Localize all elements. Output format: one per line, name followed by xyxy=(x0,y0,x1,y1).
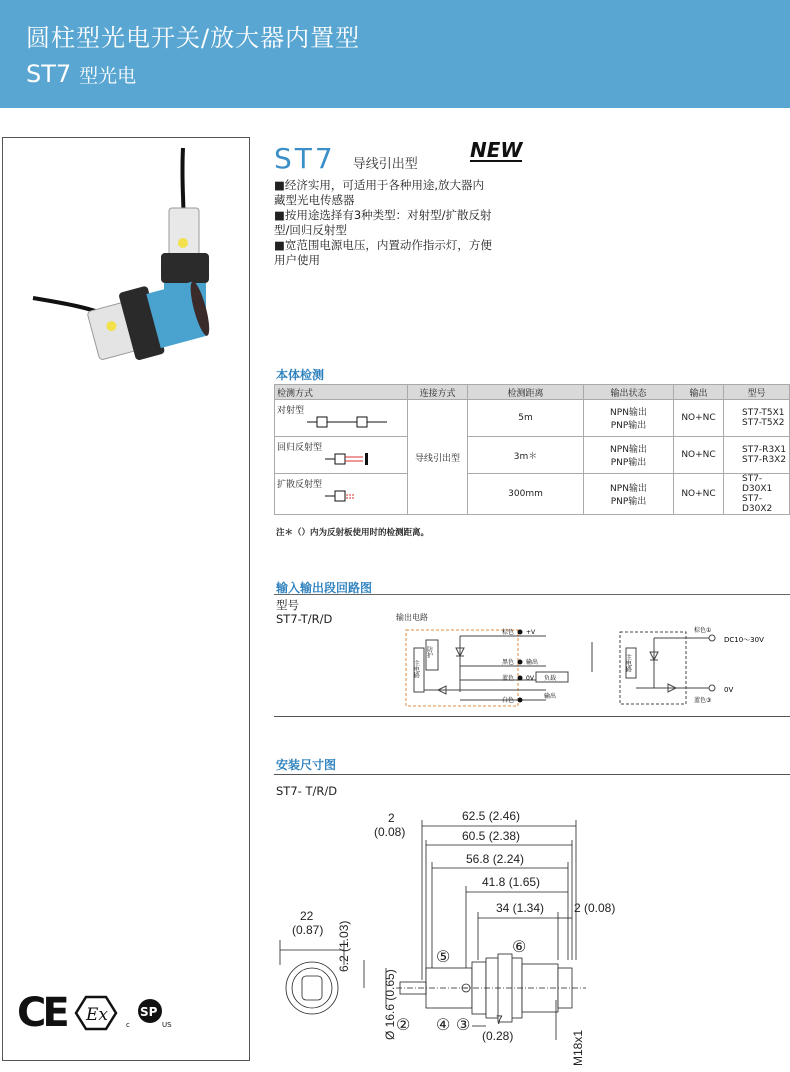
dim-label: 60.5 (2.38) xyxy=(462,829,521,843)
table-row xyxy=(275,437,790,474)
distance-cell: 300mm xyxy=(468,474,584,515)
dim-label: 2 xyxy=(388,811,395,825)
wire-label: 输出 xyxy=(526,659,539,666)
dim-label: 2 (0.08) xyxy=(574,901,616,915)
col-header: 输出状态 xyxy=(584,385,674,400)
circuit-diagram xyxy=(396,612,790,712)
ex-icon xyxy=(74,995,118,1031)
output-cell: NO+NC xyxy=(674,400,724,437)
svg-text:SP: SP xyxy=(139,1005,158,1019)
banner-model: ST7 型光电 xyxy=(26,60,137,88)
col-header: 连接方式 xyxy=(408,385,468,400)
dims-section-title: 安装尺寸图 xyxy=(276,758,337,772)
load-label: 负载 xyxy=(544,675,557,682)
dim-label: 34 (1.34) xyxy=(496,901,545,915)
svg-text:c: c xyxy=(125,1021,130,1029)
wire-label: 输出 xyxy=(544,693,557,700)
state-cell: NPN输出 PNP输出 xyxy=(584,437,674,474)
model-value: ST7-T/R/D xyxy=(276,612,333,626)
protect-label: 防护 xyxy=(425,646,433,658)
model-cell: ST7-D30X1 ST7-D30X2 xyxy=(724,474,790,515)
wire-label: 白色 xyxy=(502,697,515,704)
dim-label: (0.08) xyxy=(374,825,406,839)
dimension-drawing xyxy=(276,800,616,1070)
state-cell: NPN输出 PNP输出 xyxy=(584,400,674,437)
col-header: 检测距离 xyxy=(468,385,584,400)
wire-label: 蓝色③ xyxy=(694,697,712,704)
col-header: 输出 xyxy=(674,385,724,400)
feature-item: ■按用途选择有3种类型：对射型/扩散反射型/回归反射型 xyxy=(274,208,492,237)
wire-label: 蓝色 xyxy=(502,675,515,682)
table-row xyxy=(275,400,790,437)
output-cell: NO+NC xyxy=(674,437,724,474)
product-image-panel xyxy=(2,137,250,1061)
mode-label: 回归反射型 xyxy=(277,443,323,453)
spec-table xyxy=(274,384,790,515)
callout-number: ⑥ xyxy=(512,939,527,956)
dim-label: 6.2 (1.03) xyxy=(337,920,351,972)
through-beam-icon xyxy=(307,416,387,428)
certification-marks xyxy=(17,990,178,1036)
callout-number: ④ xyxy=(436,1017,451,1034)
header-banner xyxy=(0,0,790,108)
section-divider xyxy=(274,716,790,717)
circuit-section-title: 输入输出段回路图 xyxy=(276,581,373,595)
spec-note: 注＊（）内为反射板使用时的检测距离。 xyxy=(276,528,430,538)
spec-section-title: 本体检测 xyxy=(276,368,325,382)
feature-item: ■经济实用，可适用于各种用途,放大器内藏型光电传感器 xyxy=(274,178,485,207)
distance-cell: 3m＊ xyxy=(468,437,584,474)
dim-label: (0.28) xyxy=(482,1029,514,1043)
col-header: 检测方式 xyxy=(275,385,408,400)
diffuse-reflective-icon xyxy=(325,490,405,502)
wire-label: 0V xyxy=(724,686,734,694)
dim-label: M18x1 xyxy=(571,1029,585,1066)
distance-cell: 5m xyxy=(468,400,584,437)
feature-item: ■宽范围电源电压，内置动作指示灯，方便用户使用 xyxy=(274,238,492,267)
feature-list xyxy=(274,178,494,268)
dim-label: Ø 16.6 (0.65) xyxy=(383,969,397,1040)
mode-label: 扩散反射型 xyxy=(277,480,323,490)
wire-label: 0V xyxy=(526,675,534,682)
output-cell: NO+NC xyxy=(674,474,724,515)
dims-model: ST7- T/R/D xyxy=(276,784,338,798)
sensor-photo xyxy=(33,148,243,378)
csa-icon xyxy=(126,995,178,1031)
model-cell: ST7-T5X1 ST7-T5X2 xyxy=(724,400,790,437)
svg-text:Ex: Ex xyxy=(85,1005,108,1025)
main-circuit-label: 主电路 xyxy=(624,654,632,672)
wire-label: +V xyxy=(526,629,536,636)
mode-label: 对射型 xyxy=(277,406,305,416)
section-divider xyxy=(274,774,790,775)
connection-cell: 导线引出型 xyxy=(408,400,468,515)
callout-number: ⑤ xyxy=(436,949,451,966)
wire-label: 棕色① xyxy=(694,627,712,634)
ce-icon: CE xyxy=(17,990,66,1036)
dim-label: (0.87) xyxy=(292,923,324,937)
callout-number: ③ xyxy=(456,1017,471,1034)
col-header: 型号 xyxy=(724,385,790,400)
dim-label: 22 xyxy=(300,909,314,923)
product-kind: 导线引出型 xyxy=(352,157,418,172)
product-model: ST7 xyxy=(274,142,336,175)
wire-label: 黑色 xyxy=(502,659,515,666)
new-badge: NEW xyxy=(470,138,523,162)
table-row xyxy=(275,474,790,515)
main-circuit-label: 主电路 xyxy=(412,660,420,678)
dim-label: 7 xyxy=(496,1013,503,1027)
dim-label: 62.5 (2.46) xyxy=(462,809,521,823)
output-circuit-label: 输出电路 xyxy=(396,613,428,622)
model-cell: ST7-R3X1 ST7-R3X2 xyxy=(724,437,790,474)
retro-reflective-icon xyxy=(325,453,405,465)
dim-label: 56.8 (2.24) xyxy=(466,852,525,866)
banner-title: 圆柱型光电开关/放大器内置型 xyxy=(26,24,361,52)
dim-label: 41.8 (1.65) xyxy=(482,875,541,889)
svg-text:US: US xyxy=(161,1021,172,1029)
callout-number: ② xyxy=(396,1017,411,1034)
product-header xyxy=(274,142,418,175)
wire-label: 棕色 xyxy=(502,629,515,636)
model-label: 型号 xyxy=(276,598,299,612)
table-header-row xyxy=(275,385,790,400)
section-divider xyxy=(274,594,790,595)
voltage-label: DC10～30V xyxy=(724,636,764,644)
state-cell: NPN输出 PNP输出 xyxy=(584,474,674,515)
